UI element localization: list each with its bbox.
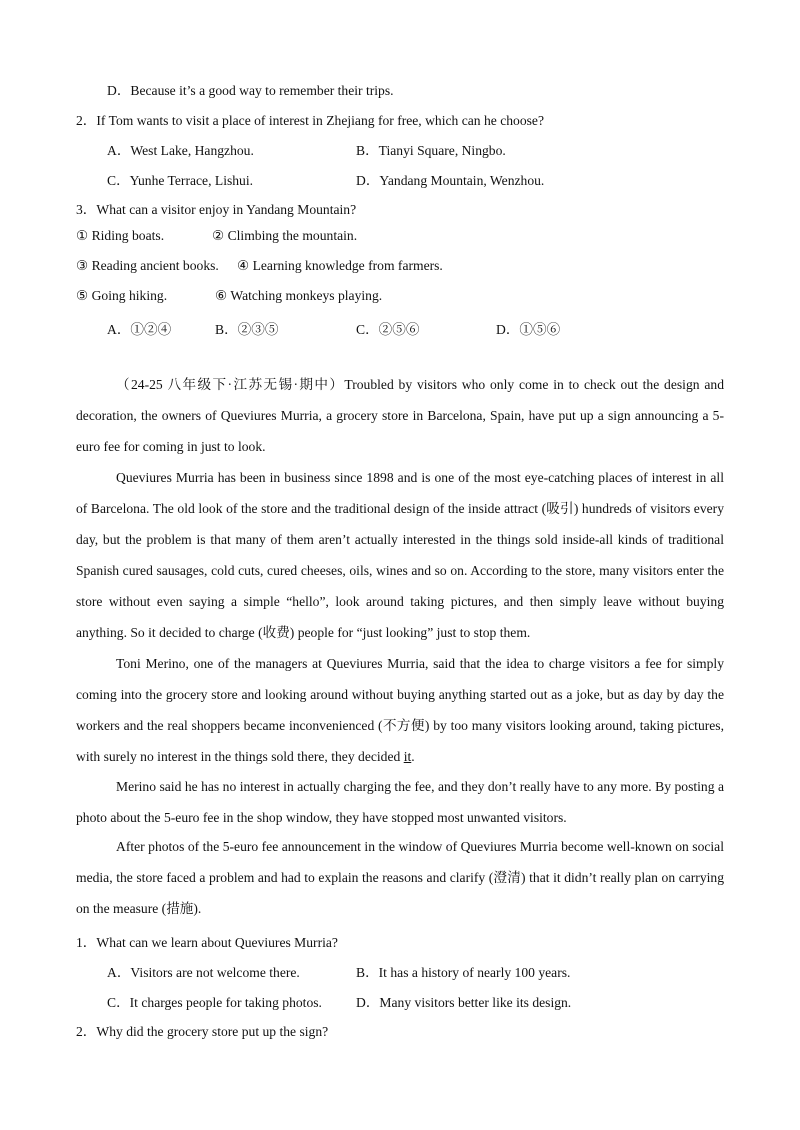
passage-paragraph-4: Merino said he has no interest in actually charging the fee, and they don’t really have to any more. By posting a photo about the 5-euro fee in the shop window, they have stopped most unwanted visitors. [76,779,724,825]
question-2-stem: 2．If Tom wants to visit a place of interest in Zhejiang for free, which can he choose? [76,113,545,128]
question-3-stem: 3．What can a visitor enjoy in Yandang Mountain? [76,202,357,217]
passage-paragraph-5: After photos of the 5-euro fee announcement in the window of Queviures Murria become well-known on social media, the store faced a problem and had to explain the reasons and clarify (澄清) that it didn’t really plan on carrying on the measure (措施). [76,839,724,916]
passage-paragraph-1: （24-25 八年级下·江苏无锡·期中）Troubled by visitors who only come in to check out the design and decoration, the owners of Queviures Murria, a grocery store in Barcelona, Spain, have put up a sign announcing a 5-euro fee for coming in just to look. [76,377,724,454]
q3-item-2: ② Climbing the mountain. [212,228,358,243]
q2-option-c: C．Yunhe Terrace, Lishui. [107,173,254,188]
q2-option-a: A．West Lake, Hangzhou. [107,143,254,158]
pq1-option-b: B．It has a history of nearly 100 years. [356,965,571,980]
option-d-prev: D．Because it’s a good way to remember their trips. [107,83,394,98]
passage-paragraph-2: Queviures Murria has been in business since 1898 and is one of the most eye-catching places of interest in all of Barcelona. The old look of the store and the traditional design of the inside attract (吸引) hundreds of visitors every day, but the problem is that many of them aren’t actually interested in the things sold inside-all kinds of traditional Spanish cured sausages, cold cuts, cured cheeses, oils, wines and so on. According to the store, many visitors enter the store without even saying a simple “hello”, look around taking pictures, and then simply leave without buying anything. So it decided to charge (收费) people for “just looking” just to stop them. [76,470,724,640]
q3-item-3: ③ Reading ancient books. [76,258,219,273]
pq1-option-c: C．It charges people for taking photos. [107,995,322,1010]
paragraph-3-end: . [411,749,415,764]
q3-item-5: ⑤ Going hiking. [76,288,168,303]
q3-item-4: ④ Learning knowledge from farmers. [237,258,443,273]
passage-question-2-stem: 2．Why did the grocery store put up the sign? [76,1024,329,1039]
q3-option-b: B．②③⑤ [215,322,279,337]
passage-paragraph-3 [76,648,724,772]
q3-item-1: ① Riding boats. [76,228,165,243]
q3-option-a: A．①②④ [107,322,172,337]
paragraph-3-text: Toni Merino, one of the managers at Queviures Murria, said that the idea to charge visitors a fee for simply coming into the grocery store and looking around without buying anything started out as a joke, but as day by day the workers and the real shoppers became inconvenienced (不方便) by too many visitors looking around, taking pictures, with surely no interest in the things sold there, they decided [76,656,724,764]
q2-option-d: D．Yandang Mountain, Wenzhou. [356,173,545,188]
passage-question-1-stem: 1．What can we learn about Queviures Murria? [76,935,338,950]
q3-option-c: C．②⑤⑥ [356,322,420,337]
pq1-option-d: D．Many visitors better like its design. [356,995,572,1010]
q2-option-b: B．Tianyi Square, Ningbo. [356,143,506,158]
q3-option-d: D．①⑤⑥ [496,322,561,337]
pq1-option-a: A．Visitors are not welcome there. [107,965,300,980]
underlined-it: it [403,749,412,764]
q3-item-6: ⑥ Watching monkeys playing. [215,288,383,303]
